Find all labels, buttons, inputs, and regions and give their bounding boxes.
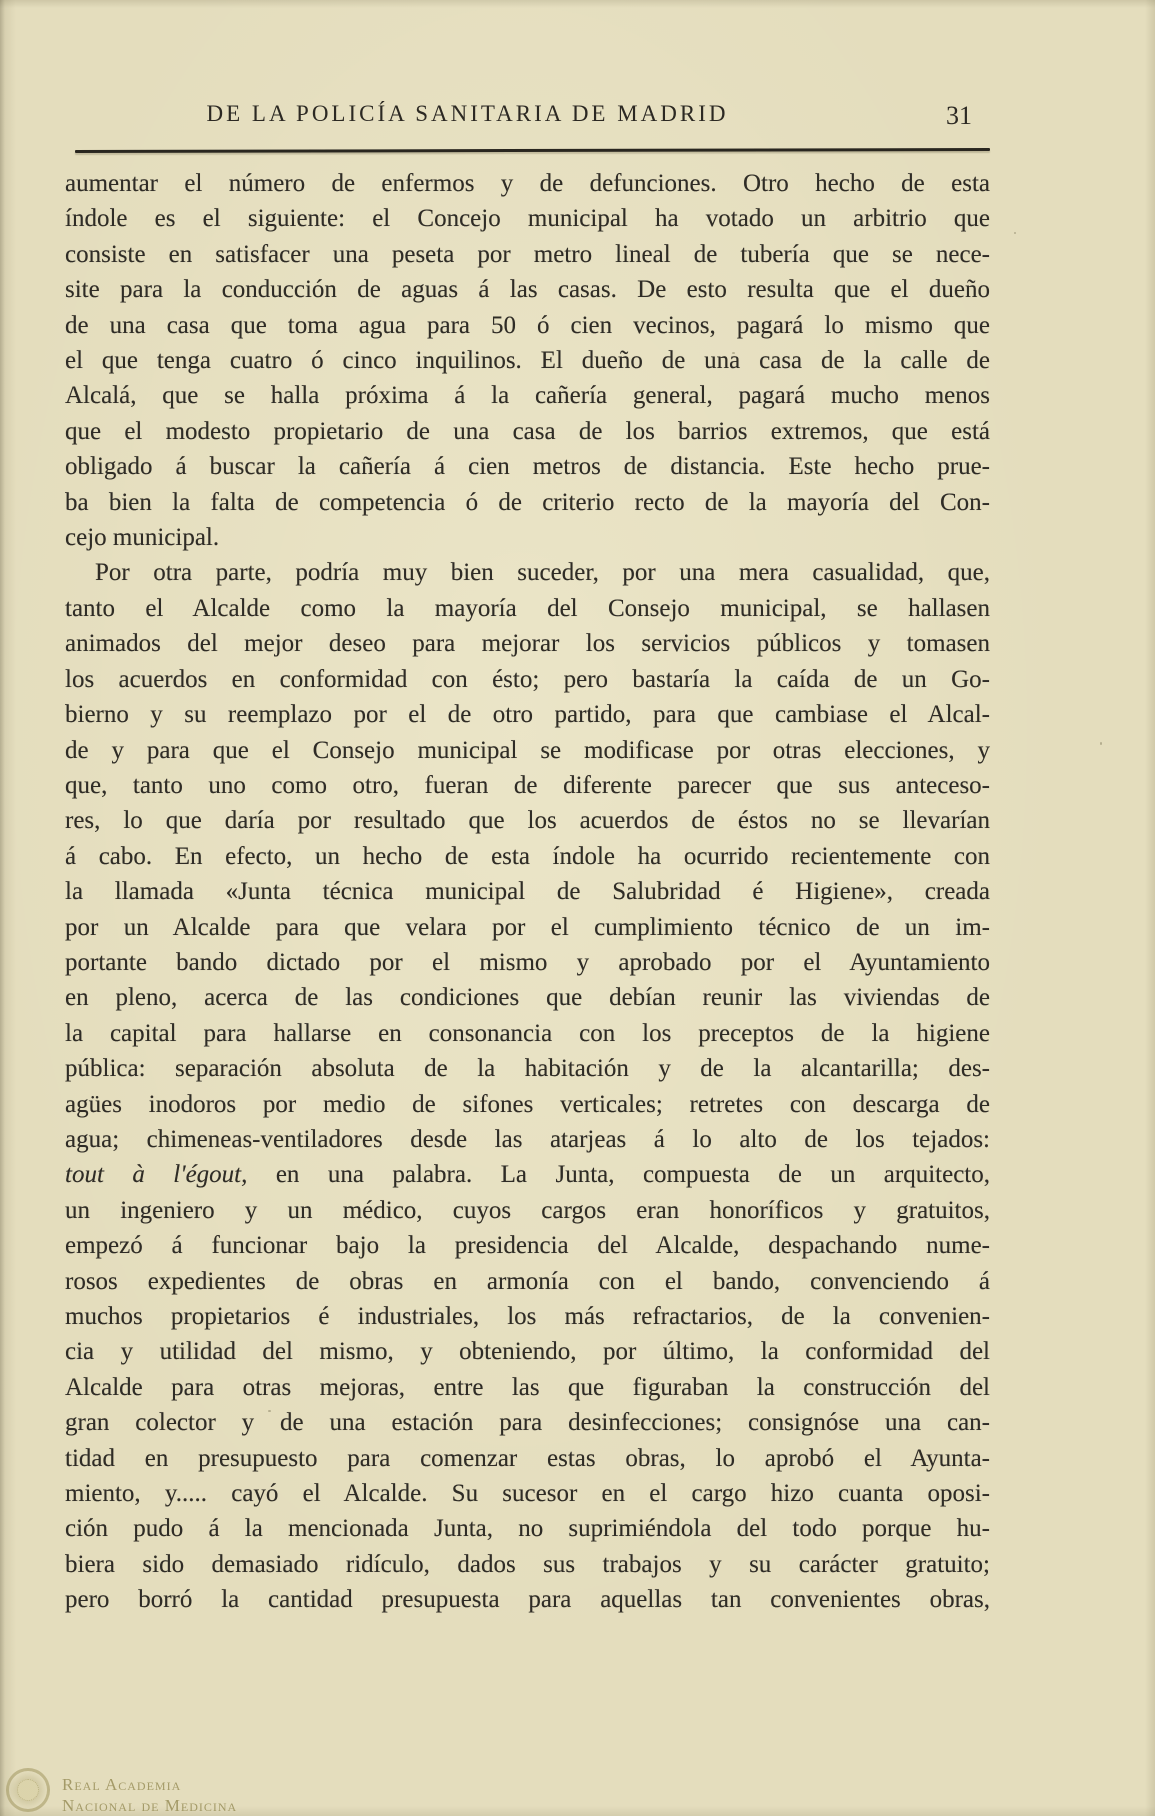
text-line: tanto el Alcalde como la mayoría del Consejo municipal, se hallasen — [65, 594, 990, 622]
text-line: por un Alcalde para que velara por el cumplimiento técnico de un im- — [65, 913, 990, 941]
text-line: res, lo que daría por resultado que los acuerdos de éstos no se llevarían — [65, 807, 990, 835]
text-line: portante bando dictado por el mismo y aprobado por el Ayuntamiento — [65, 948, 990, 976]
running-title: DE LA POLICÍA SANITARIA DE MADRID — [206, 101, 729, 126]
text-line: índole es el siguiente: el Concejo municipal ha votado un arbitrio que — [65, 205, 990, 233]
text-line: de una casa que toma agua para 50 ó cien vecinos, pagará lo mismo que — [65, 311, 990, 339]
text-line: miento, y..... cayó el Alcalde. Su sucesor en el cargo hizo cuanta oposi- — [65, 1480, 990, 1508]
text-line: cia y utilidad del mismo, y obteniendo, por último, la conformidad del — [65, 1338, 990, 1366]
text-line: ba bien la falta de competencia ó de criterio recto de la mayoría del Con- — [65, 488, 990, 516]
text-line: pero borró la cantidad presupuesta para aquellas tan convenientes obras, — [65, 1586, 990, 1614]
watermark-text — [62, 1768, 237, 1816]
text-line: la capital para hallarse en consonancia con los preceptos de la higiene — [65, 1019, 990, 1047]
text-line: animados del mejor deseo para mejorar los servicios públicos y tomasen — [65, 630, 990, 658]
text-line: que, tanto uno como otro, fueran de diferente parecer que sus anteceso- — [65, 771, 990, 799]
text-line: á cabo. En efecto, un hecho de esta índole ha ocurrido recientemente con — [65, 842, 990, 870]
text-line: bierno y su reemplazo por el de otro partido, para que cambiase el Alcal- — [65, 701, 990, 729]
body-text — [65, 166, 990, 1618]
text-line: consiste en satisfacer una peseta por metro lineal de tubería que se nece- — [65, 240, 990, 268]
page-header — [65, 101, 990, 141]
text-line: tout à l'égout, en una palabra. La Junta, compuesta de un arquitecto, — [65, 1161, 990, 1189]
library-watermark — [6, 1768, 237, 1816]
text-line: empezó á funcionar bajo la presidencia del Alcalde, despachando nume- — [65, 1232, 990, 1260]
text-line: pública: separación absoluta de la habitación y de la alcantarilla; des- — [65, 1055, 990, 1083]
paper-speck — [1100, 742, 1102, 745]
text-line: site para la conducción de aguas á las casas. De esto resulta que el dueño — [65, 276, 990, 304]
text-line: agües inodoros por medio de sifones verticales; retretes con descarga de — [65, 1090, 990, 1118]
text-line: Alcalá, que se halla próxima á la cañería general, pagará mucho menos — [65, 382, 990, 410]
text-line: muchos propietarios é industriales, los más refractarios, de la convenien- — [65, 1303, 990, 1330]
text-line: obligado á buscar la cañería á cien metros de distancia. Este hecho prue- — [65, 453, 990, 481]
text-line: Por otra parte, podría muy bien suceder, por una mera casualidad, que, — [95, 559, 990, 587]
text-line: en pleno, acerca de las condiciones que debían reunir las viviendas de — [65, 984, 990, 1012]
text-line: que el modesto propietario de una casa de los barrios extremos, que está — [65, 417, 990, 445]
text-line: Alcalde para otras mejoras, entre las que figuraban la construcción del — [65, 1373, 990, 1401]
text-line: un ingeniero y un médico, cuyos cargos eran honoríficos y gratuitos, — [65, 1196, 990, 1224]
watermark-line2: Nacional de Medicina — [62, 1796, 238, 1815]
text-line: la llamada «Junta técnica municipal de Salubridad é Higiene», creada — [65, 878, 990, 906]
header-rule — [75, 148, 990, 153]
page-number: 31 — [946, 101, 972, 130]
text-line: biera sido demasiado ridículo, dados sus trabajos y su carácter gratuito; — [65, 1550, 990, 1578]
text-line: agua; chimeneas-ventiladores desde las atarjeas á lo alto de los tejados: — [65, 1125, 990, 1153]
text-line: de y para que el Consejo municipal se modificase por otras elecciones, y — [65, 736, 990, 764]
text-line: rosos expedientes de obras en armonía con el bando, convenciendo á — [65, 1267, 990, 1295]
text-line: tidad en presupuesto para comenzar estas obras, lo aprobó el Ayunta- — [65, 1444, 990, 1472]
italic-phrase: tout à l'égout, — [65, 1161, 248, 1189]
paper-speck — [1014, 232, 1016, 234]
text-line: el que tenga cuatro ó cinco inquilinos. El dueño de una casa de la calle de — [65, 347, 990, 375]
text-line: gran colector y de una estación para desinfecciones; consignóse una can- — [65, 1409, 990, 1437]
text-line: ción pudo á la mencionada Junta, no suprimiéndola del todo porque hu- — [65, 1515, 990, 1543]
text-line: cejo municipal. — [65, 524, 220, 552]
watermark-line1: Real Academia — [62, 1775, 182, 1794]
academy-seal-icon — [6, 1768, 50, 1812]
text-line: los acuerdos en conformidad con ésto; pero bastaría la caída de un Go- — [65, 665, 990, 693]
text-line: aumentar el número de enfermos y de defunciones. Otro hecho de esta — [65, 170, 990, 197]
